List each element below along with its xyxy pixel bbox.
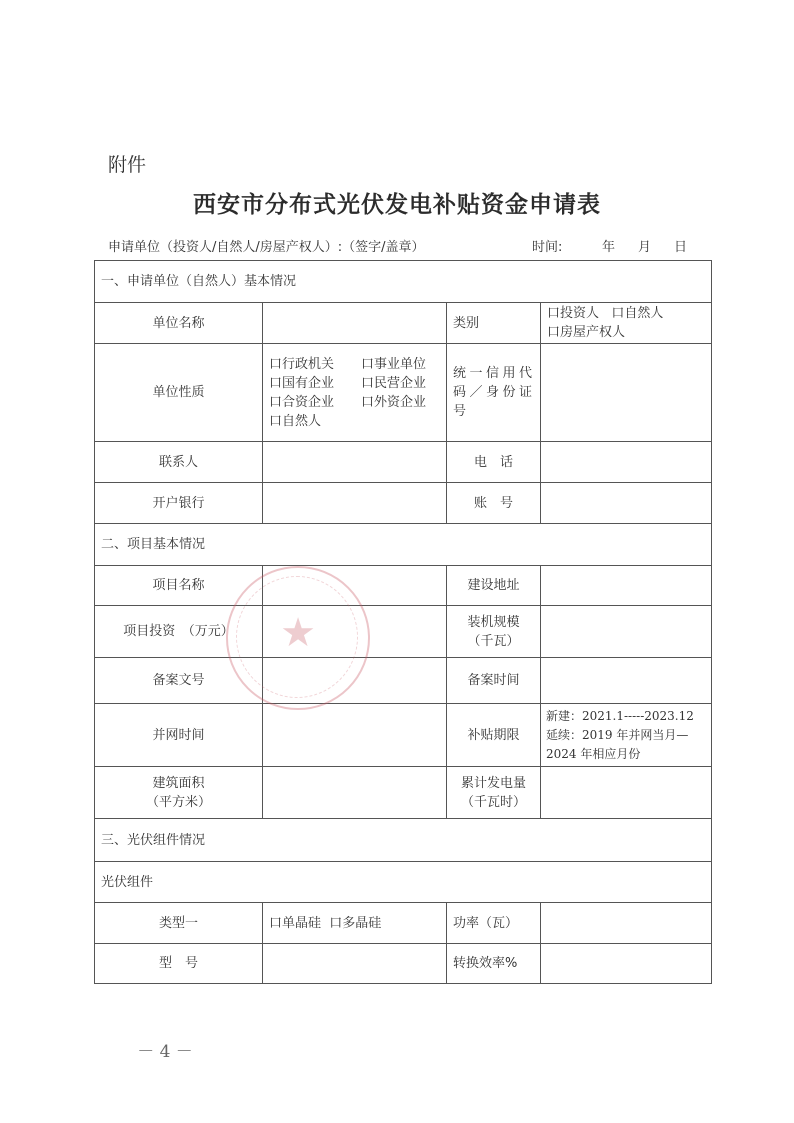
seal-star-icon: ★ <box>280 610 316 656</box>
category-options <box>541 303 712 344</box>
model-input[interactable] <box>263 944 447 984</box>
generation-label <box>447 767 541 819</box>
section-1-header-row <box>95 261 712 303</box>
generation-label-line2: （千瓦时） <box>460 794 526 810</box>
filing-row <box>95 658 712 704</box>
bank-label: 开户银行 <box>95 483 263 524</box>
capacity-label-line2: （千瓦） <box>467 633 520 649</box>
month-label: 月 <box>638 240 652 255</box>
bank-row <box>95 483 712 524</box>
pv-module-subheader-row <box>95 862 712 903</box>
date-label: 时间: <box>532 240 563 255</box>
account-label: 账 号 <box>447 483 541 524</box>
unit-nature-options <box>263 344 447 442</box>
pv-module-subtitle: 光伏组件 <box>95 862 712 903</box>
filing-time-input[interactable] <box>541 658 712 704</box>
grid-time-input[interactable] <box>263 704 447 767</box>
nature-option-state-owned[interactable]: 口国有企业 <box>269 375 335 391</box>
contact-input[interactable] <box>263 442 447 483</box>
phone-input[interactable] <box>541 442 712 483</box>
nature-option-joint-venture[interactable]: 口合资企业 <box>269 394 335 410</box>
power-label: 功率（瓦） <box>447 903 541 944</box>
generation-label-line1: 累计发电量 <box>460 775 526 791</box>
build-address-label: 建设地址 <box>447 566 541 606</box>
section-2-title: 二、项目基本情况 <box>95 524 712 566</box>
category-option-property-owner[interactable]: 口房屋产权人 <box>547 325 626 340</box>
day-label: 日 <box>674 240 688 255</box>
area-label-line2: （平方米） <box>145 794 211 810</box>
module-type-label: 类型一 <box>95 903 263 944</box>
module-type-options[interactable]: 口单晶硅 口多晶硅 <box>263 903 447 944</box>
subsidy-period-extension-end: 2024 年相应月份 <box>546 746 641 761</box>
efficiency-input[interactable] <box>541 944 712 984</box>
area-input[interactable] <box>263 767 447 819</box>
filing-no-input[interactable] <box>263 658 447 704</box>
build-address-input[interactable] <box>541 566 712 606</box>
category-label: 类别 <box>447 303 541 344</box>
bank-input[interactable] <box>263 483 447 524</box>
contact-label: 联系人 <box>95 442 263 483</box>
applicant-signature-line: 申请单位（投资人/自然人/房屋产权人）:（签字/盖章） <box>108 240 425 255</box>
area-label-line1: 建筑面积 <box>152 775 205 791</box>
unit-nature-row <box>95 344 712 442</box>
section-2-header-row <box>95 524 712 566</box>
phone-label: 电 话 <box>447 442 541 483</box>
form-title: 西安市分布式光伏发电补贴资金申请表 <box>193 191 601 218</box>
annex-label: 附件 <box>108 154 147 176</box>
efficiency-label: 转换效率% <box>447 944 541 984</box>
date-field <box>532 236 687 255</box>
filing-time-label: 备案时间 <box>447 658 541 704</box>
nature-option-institution[interactable]: 口事业单位 <box>361 356 427 372</box>
unit-nature-label: 单位性质 <box>95 344 263 442</box>
contact-row <box>95 442 712 483</box>
page-number: － 4 － <box>137 1042 193 1062</box>
module-type-row <box>95 903 712 944</box>
project-name-input[interactable] <box>263 566 447 606</box>
grid-time-label: 并网时间 <box>95 704 263 767</box>
generation-input[interactable] <box>541 767 712 819</box>
model-row <box>95 944 712 984</box>
capacity-label-line1: 装机规模 <box>467 614 520 630</box>
capacity-input[interactable] <box>541 606 712 658</box>
project-name-label: 项目名称 <box>95 566 263 606</box>
section-1-title: 一、申请单位（自然人）基本情况 <box>95 261 712 303</box>
subsidy-period-extension: 延续：2019 年并网当月— <box>546 727 689 742</box>
nature-option-private[interactable]: 口民营企业 <box>361 375 427 391</box>
investment-label: 项目投资 （万元） <box>95 606 263 658</box>
filing-no-label: 备案文号 <box>95 658 263 704</box>
year-label: 年 <box>602 240 616 255</box>
model-label: 型 号 <box>95 944 263 984</box>
nature-option-natural-person[interactable]: 口自然人 <box>269 413 322 429</box>
grid-time-row <box>95 704 712 767</box>
application-form-table <box>94 260 712 984</box>
category-option-natural-person[interactable]: 口自然人 <box>611 306 664 321</box>
investment-input[interactable] <box>263 606 447 658</box>
category-option-investor[interactable]: 口投资人 <box>547 306 600 321</box>
area-label <box>95 767 263 819</box>
subsidy-period-new: 新建：2021.1-----2023.12 <box>546 708 694 723</box>
credit-code-label: 统一信用代码／身份证号 <box>447 344 541 442</box>
area-row <box>95 767 712 819</box>
power-input[interactable] <box>541 903 712 944</box>
nature-option-foreign[interactable]: 口外资企业 <box>361 394 427 410</box>
unit-name-label: 单位名称 <box>95 303 263 344</box>
unit-name-row <box>95 303 712 344</box>
capacity-label <box>447 606 541 658</box>
credit-code-input[interactable] <box>541 344 712 442</box>
account-input[interactable] <box>541 483 712 524</box>
section-3-title: 三、光伏组件情况 <box>95 819 712 862</box>
unit-name-input[interactable] <box>263 303 447 344</box>
nature-option-admin[interactable]: 口行政机关 <box>269 356 335 372</box>
subsidy-period-label: 补贴期限 <box>447 704 541 767</box>
subsidy-period-value <box>541 704 712 767</box>
project-name-row <box>95 566 712 606</box>
investment-row <box>95 606 712 658</box>
section-3-header-row <box>95 819 712 862</box>
